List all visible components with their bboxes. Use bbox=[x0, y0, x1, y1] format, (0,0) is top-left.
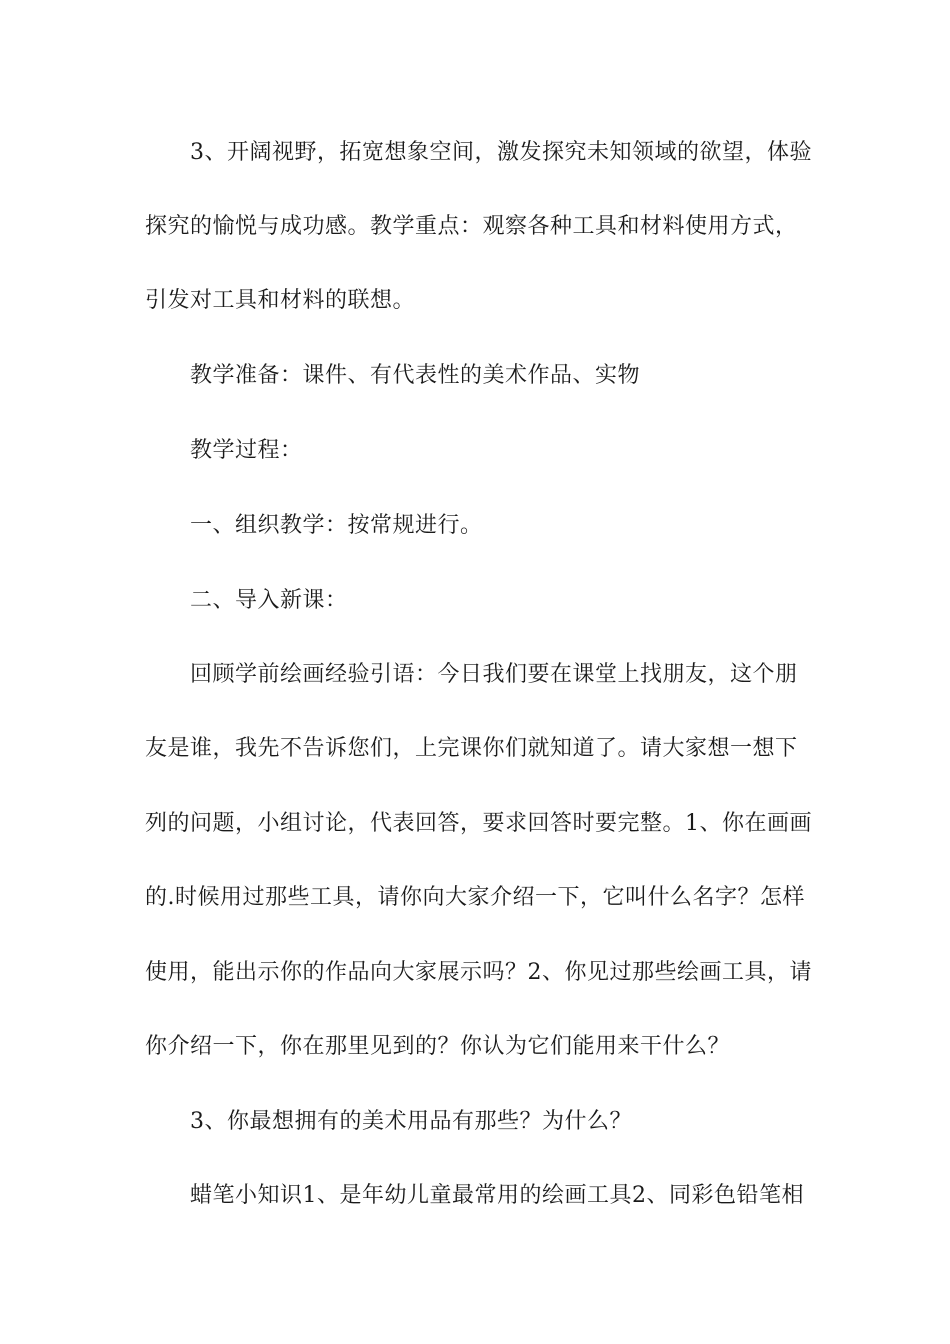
text-line-15: 蜡笔小知识1、是年幼儿童最常用的绘画工具2、同彩色铅笔相 bbox=[190, 1183, 804, 1208]
text-line-3: 引发对工具和材料的联想。 bbox=[145, 288, 416, 313]
text-line-1: 3、开阔视野，拓宽想象空间，激发探究未知领域的欲望，体验 bbox=[190, 140, 812, 165]
text-line-5: 教学过程： bbox=[190, 438, 303, 463]
text-line-9: 友是谁，我先不告诉您们，上完课你们就知道了。请大家想一想下 bbox=[145, 736, 798, 761]
text-line-13: 你介绍一下，你在那里见到的？你认为它们能用来干什么？ bbox=[145, 1034, 731, 1059]
text-line-12: 使用，能出示你的作品向大家展示吗？2、你见过那些绘画工具，请 bbox=[145, 960, 812, 985]
text-line-11: 的.时候用过那些工具，请你向大家介绍一下，它叫什么名字？怎样 bbox=[145, 885, 805, 910]
text-line-8: 回顾学前绘画经验引语：今日我们要在课堂上找朋友，这个朋 bbox=[190, 662, 798, 687]
text-line-7: 二、导入新课： bbox=[190, 588, 348, 613]
text-line-4: 教学准备：课件、有代表性的美术作品、实物 bbox=[190, 363, 641, 388]
text-line-10: 列的问题，小组讨论，代表回答，要求回答时要完整。1、你在画画 bbox=[145, 811, 812, 836]
text-line-2: 探究的愉悦与成功感。教学重点：观察各种工具和材料使用方式， bbox=[145, 214, 798, 239]
text-line-14: 3、你最想拥有的美术用品有那些？为什么？ bbox=[190, 1109, 632, 1134]
text-line-6: 一、组织教学：按常规进行。 bbox=[190, 513, 483, 538]
